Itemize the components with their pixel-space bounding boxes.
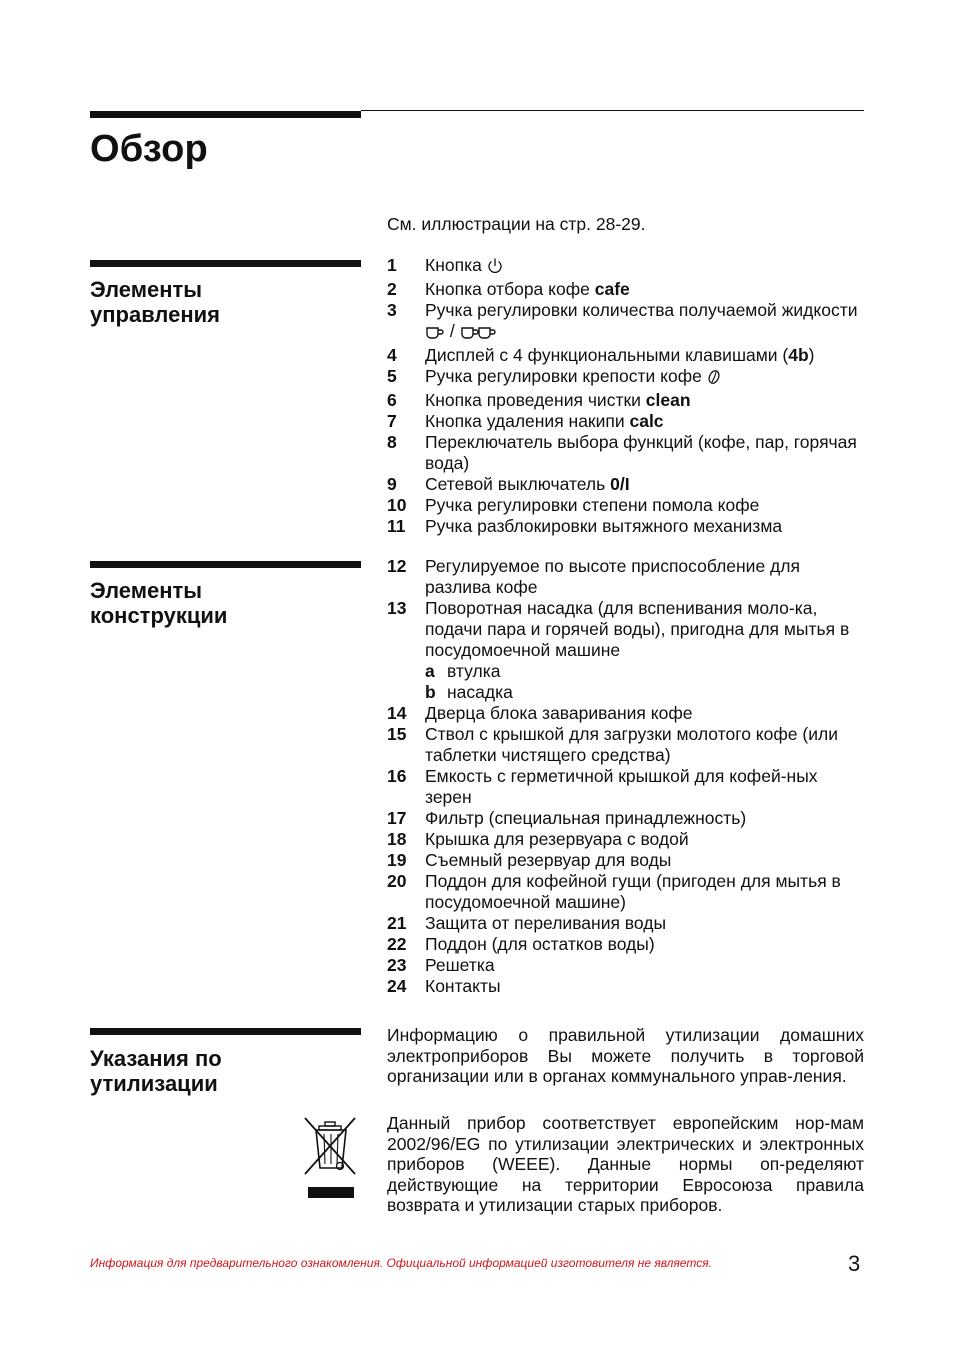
weee-bin-icon [303, 1116, 359, 1205]
sub-item: a втулка [425, 661, 501, 681]
list-item: 19 Съемный резервуар для воды [387, 850, 672, 870]
list-item: 18 Крышка для резервуара с водой [387, 829, 689, 849]
list-item: 16 Емкость с герметичной крышкой для кофей-ных зерен [387, 766, 818, 807]
list-item: 13 Поворотная насадка (для вспенивания моло-ка, подачи пара и горячей воды), пригодна для мытья в посудомоечной машине a втулка b насадка [387, 598, 867, 703]
list-item: 10 Ручка регулировки степени помола кофе [387, 495, 760, 515]
construction-heading-line2: конструкции [90, 603, 228, 628]
page-title: Обзор [90, 128, 208, 170]
disposal-heading-line2: утилизации [90, 1071, 218, 1096]
construction-heading [90, 578, 360, 628]
page-number: 3 [848, 1251, 861, 1276]
controls-heading [90, 277, 360, 327]
construction-heading-line1: Элементы [90, 578, 203, 603]
construction-list [387, 556, 867, 997]
list-item: 17 Фильтр (специальная принадлежность) [387, 808, 747, 828]
footer-disclaimer: Информация для предварительного ознакомления. Официальной информацией изготовителя не является. [90, 1256, 712, 1270]
list-item: 14 Дверца блока заваривания кофе [387, 703, 693, 723]
controls-heading-line2: управления [90, 302, 221, 327]
title-rule-thin [361, 110, 864, 111]
list-item: 5 Ручка регулировки крепости кофе [387, 366, 867, 390]
list-item: 11 Ручка разблокировки вытяжного механизма [387, 516, 783, 536]
controls-rule [90, 260, 361, 267]
cup-large-icon [460, 324, 498, 345]
list-item: 21 Защита от переливания воды [387, 913, 667, 933]
disposal-heading-line1: Указания по [90, 1046, 222, 1071]
construction-rule [90, 561, 361, 568]
disposal-rule [90, 1028, 361, 1035]
controls-heading-line1: Элементы [90, 277, 203, 302]
power-icon [487, 257, 503, 279]
list-item: 24 Контакты [387, 976, 501, 996]
list-item: 12 Регулируемое по высоте приспособление для разлива кофе [387, 556, 800, 597]
title-rule-thick [90, 111, 361, 118]
disposal-paragraph-1: Информацию о правильной утилизации домашних электроприборов Вы можете получить в торговой организации или в органах коммунального управ-ления. [387, 1025, 864, 1086]
list-item: 20 Поддон для кофейной гущи (пригоден для мытья в посудомоечной машине) [387, 871, 841, 912]
list-item: 9 Сетевой выключатель 0/I [387, 474, 630, 494]
list-item: 6 Кнопка проведения чистки clean [387, 390, 691, 410]
list-item: 22 Поддон (для остатков воды) [387, 934, 655, 954]
list-item: 1 Кнопка [387, 255, 867, 279]
list-item: 4 Дисплей с 4 функциональными клавишами (4b) [387, 345, 815, 365]
list-item: 15 Ствол с крышкой для загрузки молотого кофе (или таблетки чистящего средства) [387, 724, 838, 765]
list-item: 3 Ручка регулировки количества получаемой жидкости / [387, 300, 867, 345]
intro-text: См. иллюстрации на стр. 28-29. [387, 214, 646, 234]
disposal-paragraph-2: Данный прибор соответствует европейским нор-мам 2002/96/EG по утилизации электрических и электронных приборов (WEEE). Данные нормы оп-ределяют действующие на территории Евросоюза правила возврата и утилизации старых приборов. [387, 1113, 864, 1215]
list-item: 8 Переключатель выбора функций (кофе, пар, горячая вода) [387, 432, 857, 473]
list-item: 2 Кнопка отбора кофе cafe [387, 279, 630, 299]
cup-small-icon [425, 324, 445, 345]
bean-icon [707, 369, 721, 390]
sub-item: b насадка [425, 682, 513, 702]
list-item: 7 Кнопка удаления накипи calc [387, 411, 664, 431]
disposal-heading [90, 1046, 360, 1096]
controls-list [387, 255, 867, 537]
list-item: 23 Решетка [387, 955, 495, 975]
